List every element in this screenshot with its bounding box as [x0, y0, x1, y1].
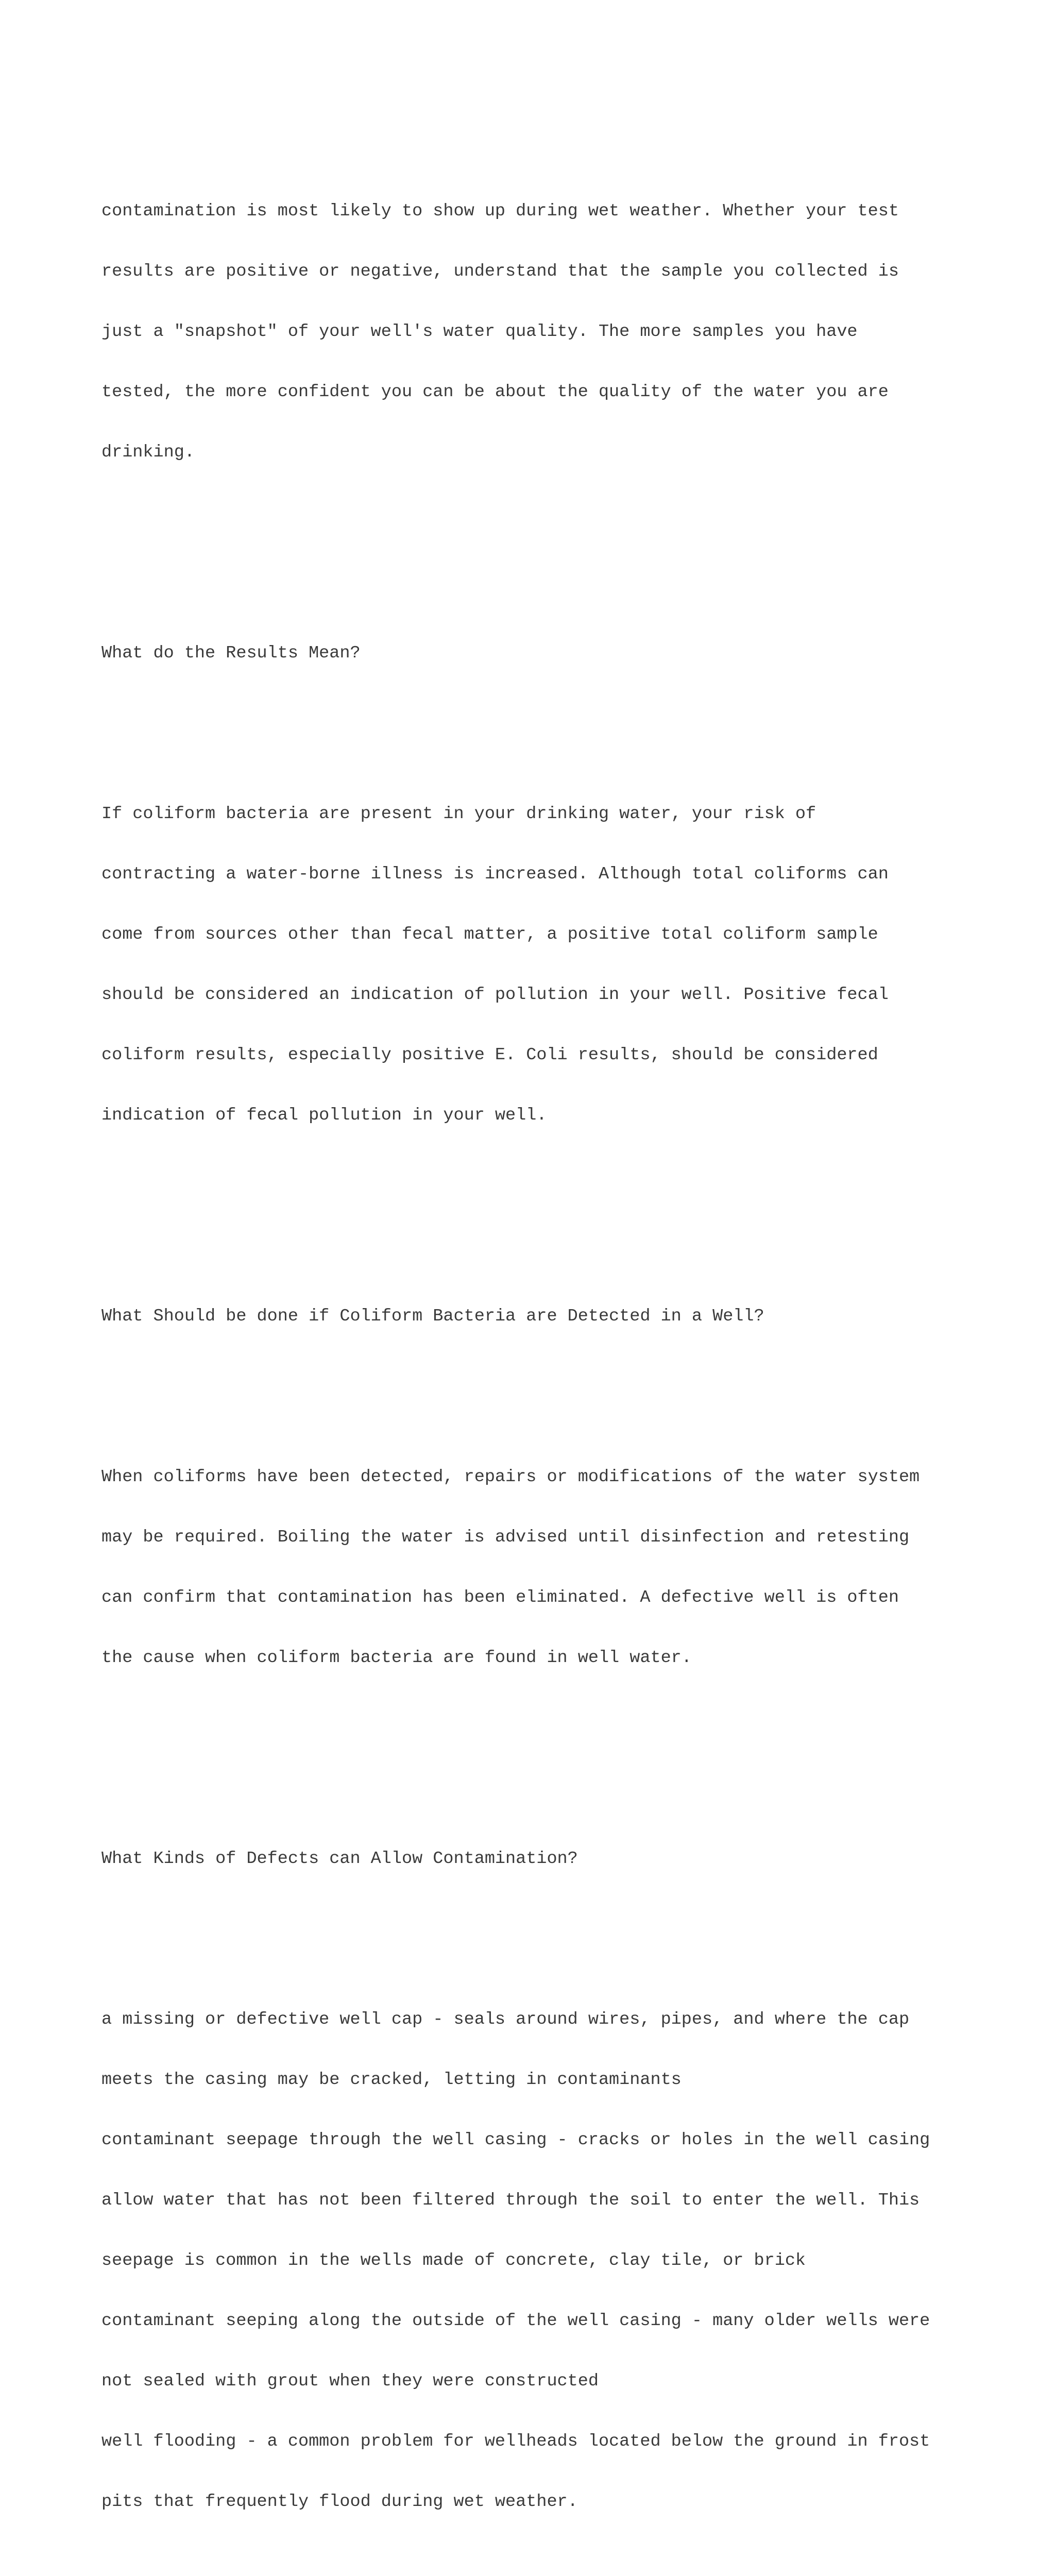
text-line: contaminant seeping along the outside of the well casing - many older wells were	[101, 2311, 930, 2331]
text-line: contaminant seepage through the well casing - cracks or holes in the well casing	[101, 2130, 930, 2150]
text-line: a missing or defective well cap - seals around wires, pipes, and where the cap	[101, 2010, 910, 2029]
text-line: can confirm that contamination has been eliminated. A defective well is often	[101, 1588, 899, 1607]
text-line: drinking.	[101, 443, 195, 462]
text-line: the cause when coliform bacteria are found in well water.	[101, 1648, 692, 1668]
text-line: just a "snapshot" of your well's water quality. The more samples you have	[101, 322, 858, 342]
text-line: contamination is most likely to show up during wet weather. Whether your test	[101, 201, 899, 221]
document-body	[101, 101, 1039, 2576]
text-line: may be required. Boiling the water is advised until disinfection and retesting	[101, 1528, 910, 1547]
section-heading-results: What do the Results Mean?	[101, 643, 361, 663]
text-line: well flooding - a common problem for wellheads located below the ground in frost	[101, 2432, 930, 2451]
text-line: should be considered an indication of pollution in your well. Positive fecal	[101, 985, 889, 1005]
blank-line	[101, 1909, 1039, 1929]
text-line: not sealed with grout when they were constructed	[101, 2371, 599, 2391]
blank-line	[101, 704, 1039, 724]
blank-line	[101, 1226, 1039, 1246]
text-line: come from sources other than fecal matter, a positive total coliform sample	[101, 925, 878, 944]
text-line: seepage is common in the wells made of concrete, clay tile, or brick	[101, 2251, 806, 2270]
section-heading-action: What Should be done if Coliform Bacteria are Detected in a Well?	[101, 1307, 764, 1326]
text-line: indication of fecal pollution in your well.	[101, 1106, 547, 1125]
action-paragraph	[101, 1427, 1039, 1708]
text-line: contracting a water-borne illness is increased. Although total coliforms can	[101, 865, 889, 884]
blank-line	[101, 1769, 1039, 1789]
section-heading-defects: What Kinds of Defects can Allow Contamination?	[101, 1849, 578, 1869]
blank-line	[101, 1367, 1039, 1387]
text-line: pits that frequently flood during wet weather.	[101, 2492, 578, 2512]
text-line: tested, the more confident you can be about the quality of the water you are	[101, 382, 889, 402]
text-line: allow water that has not been filtered through the soil to enter the well. This	[101, 2191, 920, 2210]
text-line: coliform results, especially positive E. Coli results, should be considered	[101, 1045, 878, 1065]
text-line: When coliforms have been detected, repairs or modifications of the water system	[101, 1467, 920, 1487]
results-paragraph	[101, 764, 1039, 1166]
blank-line	[101, 563, 1039, 583]
text-line: meets the casing may be cracked, letting in contaminants	[101, 2070, 682, 2090]
text-line: If coliform bacteria are present in your drinking water, your risk of	[101, 804, 816, 824]
intro-paragraph	[101, 161, 1039, 503]
text-line: results are positive or negative, understand that the sample you collected is	[101, 262, 899, 281]
defects-list	[101, 1970, 1039, 2552]
